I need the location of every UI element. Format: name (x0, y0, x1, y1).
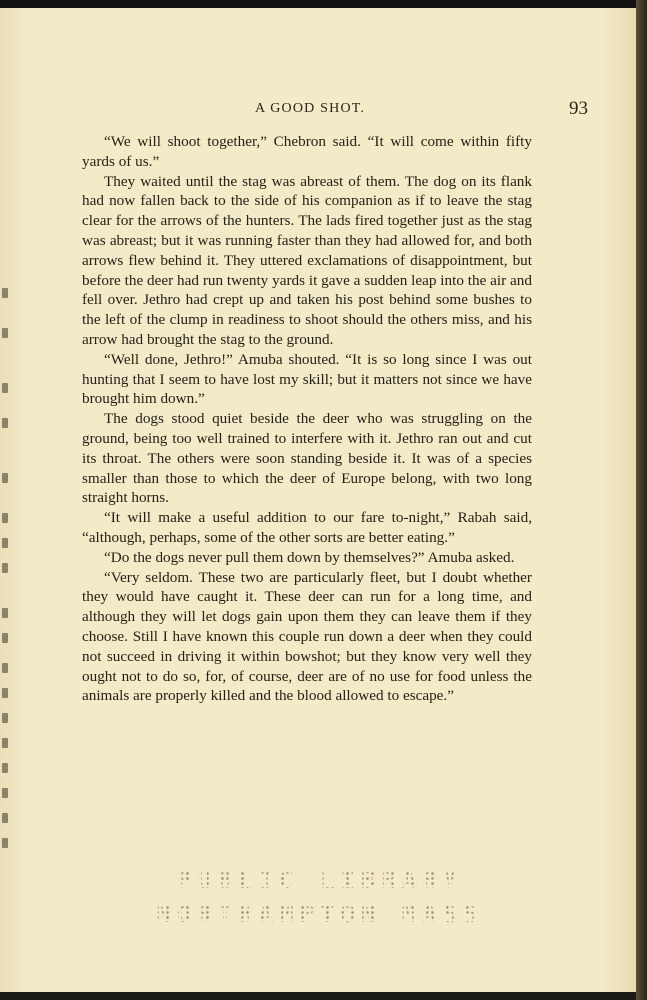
running-head (60, 98, 588, 123)
paragraph: “Well done, Jethro!” Amuba shouted. “It is so long since I was out hunting that I seem to have lost my skill; but it matters not since we have brought him down.” (82, 350, 532, 408)
paragraph: They waited until the stag was abreast of them. The dog on its flank had now fallen back to the side of his companion as if to leave the stag clear for the arrows of the hunters. The lads fired together just as the stag was abreast; but it was running faster than they had allowed for, and both arrows flew behind it. They uttered exclamations of disappointment, but before the deer had run twenty yards it gave a sudden leap into the air and fell over. Jethro had crept up and taken his post behind some bushes to the left of the clump in readiness to shoot should the others miss, and his arrow had brought the stag to the ground. (82, 172, 532, 348)
scan-right-edge (636, 0, 647, 1000)
paragraph: “Do the dogs never pull them down by themselves?” Amuba asked. (104, 548, 515, 566)
stamp-line: PUBLIC LIBRARY (110, 866, 530, 894)
library-perforation-stamp (110, 866, 530, 946)
paragraph: The dogs stood quiet beside the deer who was struggling on the ground, being too well trained to interfere with it. Jethro ran out and cut its throat. The others were soon standing beside it. It was of a species smaller than those to which the deer of Europe belong, with two long straight horns. (82, 410, 532, 507)
stamp-line: NORTHAMPTON MASS (110, 900, 530, 928)
gutter-bleed-marks (0, 288, 14, 868)
paragraph: “It will make a useful addition to our fare to-night,” Rabah said, “although, perhaps, some of the other sorts are better eating.” (82, 509, 532, 546)
book-page (0, 8, 636, 992)
page-number: 93 (569, 98, 588, 119)
paragraph: “We will shoot together,” Chebron said. “It will come within fifty yards of us.” (82, 133, 532, 170)
chapter-title: A GOOD SHOT. (255, 101, 366, 116)
paragraph: “Very seldom. These two are particularly fleet, but I doubt whether they would have caught it. These deer can run for a long time, and although they will let dogs gain upon them they can leave them if they choose. Still I have known this couple run down a deer when they could not succeed in driving it within bowshot; but they know very well they ought not to do so, for, of course, deer are of no use for food unless the animals are properly killed and the blood allowed to escape.” (82, 568, 532, 705)
body-text (82, 132, 532, 706)
scan-top-edge (0, 0, 647, 8)
